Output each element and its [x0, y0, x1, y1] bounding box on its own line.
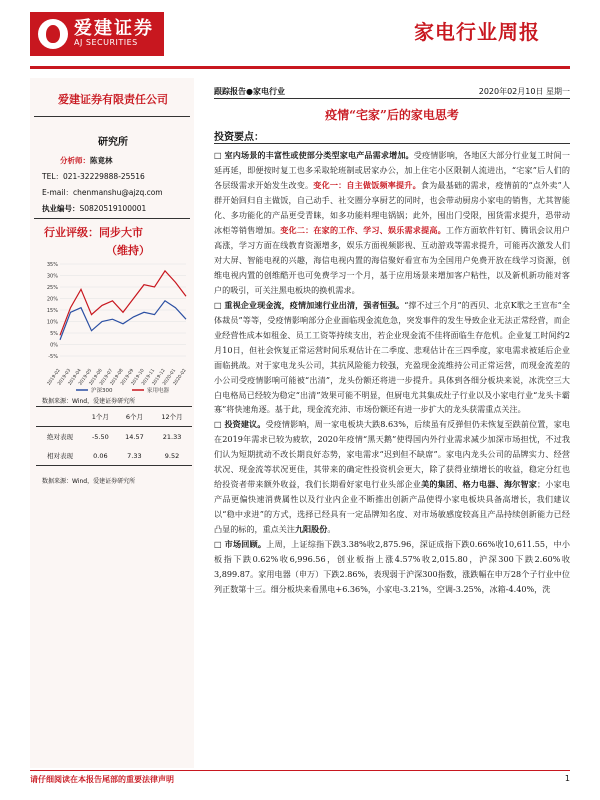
paragraph-text: ；小家电产品更偏快速消费属性以及行业内企业不断推出创新产品使得小家电板块具备高增长，我们建议以“稳中求进”的方式，选择已经具有一定品牌知名度、对市场敏感度较高且产品持续创新能力已经凸显的标的，重点关注 [214, 479, 570, 535]
chart-x-tick-label: 2019-12 [151, 368, 167, 387]
paragraph-lead: 市场回顾。 [224, 539, 267, 550]
chart-series-line [60, 271, 186, 335]
analyst-name: 陈竟林 [90, 156, 113, 165]
paragraph-text: 食为最基础的需求，疫情前的“点外卖”人群开始回归自主做饭，自己动手、社交圈分享厨艺的同时，也会带动厨房小家电的销售，尤其智能化、多功能化的产品更受青睐，如多功能料理电锅锅；此外，囤出门受限，囤货需求提升，恐带动冰柜等销售增加。 [214, 179, 570, 235]
chart-y-tick-label: 15% [46, 308, 58, 314]
table-row [36, 427, 192, 447]
chart-series [60, 271, 186, 340]
chart-y-tick-label: 20% [46, 296, 58, 303]
paragraph-text: 受疫情影响，各地区大部分行业复工时间一延再延，即便按时复工也多采取轮班制或居家办公，加上住宅小区限制人流进出，“宅家”后人们的各层级需求开始发生改变。 [214, 150, 570, 190]
highlight-stock: 九阳股份 [294, 524, 328, 535]
article-body [214, 148, 570, 768]
logo-emblem-icon [38, 19, 68, 49]
chart-y-tick-label: 5% [50, 331, 58, 337]
bullet-square-icon: □ [214, 150, 222, 160]
table-row-label: 相对表现 [46, 452, 73, 460]
header-divider [30, 66, 570, 69]
page-number: 1 [564, 774, 570, 783]
key-points-heading: 投资要点： [214, 132, 264, 143]
chart-x-tick-label: 2019-11 [141, 368, 157, 387]
rating-value: 同步大市 [99, 226, 143, 239]
chart-x-tick-label: 2019-06 [88, 368, 104, 387]
analyst-tel: TEL：021-32229888-25516 [42, 172, 145, 181]
report-title: 家电行业周报 [414, 20, 540, 44]
chart-x-tick-label: 2019-04 [67, 368, 83, 387]
rating-note: （维持） [106, 244, 150, 257]
meta-divider [214, 98, 570, 99]
analyst-label: 分析师： [60, 156, 90, 165]
chart-grid [60, 264, 186, 356]
chart-x-tick-label: 2020-02 [172, 368, 188, 387]
legal-disclaimer: 请仔细阅读在本报告尾部的重要法律声明 [30, 775, 174, 784]
table-cell: 21.33 [162, 432, 182, 441]
chart-y-tick-label: 10% [46, 319, 58, 326]
chart-x-tick-label: 2019-02 [46, 368, 62, 387]
chart-x-tick-label: 2019-10 [130, 368, 146, 387]
license-line [42, 204, 146, 213]
highlight-text: 变化二：在家的工作、学习、娱乐需求提高。 [280, 224, 446, 235]
chart-x-tick-label: 2019-05 [78, 368, 94, 387]
chart-y-tick-label: 0% [50, 342, 58, 349]
table-cell: 9.52 [164, 451, 180, 460]
logo-chinese-name: 爱建证券 [74, 18, 154, 39]
paragraph-text: “撑不过三个月”的西贝、北京K歌之王宣布“全体裁员”等等，受疫情影响部分企业面临现金流危急，突发事件的发生导致企业无法正常经营，而企业经营性成本如租金、员工工资等持续支出，若企业现金流不佳将面临生存危机。企业复工时间约2月10日，但社会恢复正常运营时间乐观估计在二季度、悲观估计在三四季度，家电需求被延后企业面临挑战。对于家电龙头公司，其抗风险能力较强，充盈现金流维持公司正常运营，而现金流差的小公司受疫情影响可能被“出清”，龙头份额还将进一步提升。具体到各细分板块来说，冰洗空三大白电格局已经较为稳定“出清”效果可能不明显，但厨电尤其集成灶子行业以及小家电行业“龙头卡霸寡”将快速角逐。基于此，现金流充沛、市场份额还有进一步扩大的龙头获需重点关注。 [214, 299, 570, 415]
highlight-text: 变化一：自主做饭频率提升。 [313, 179, 421, 190]
analyst-email[interactable]: E-mail：chenmanshu@ajzq.com [42, 188, 163, 197]
chart-x-ticks [46, 368, 188, 387]
footer-divider [30, 770, 570, 771]
paragraph-lead: 重视企业现金流，疫情加速行业出清，强者恒强。 [224, 299, 405, 310]
paragraph-text: 。 [327, 524, 336, 535]
sidebar-divider [34, 218, 190, 219]
chart-legend-label: 家用电器 [147, 388, 170, 394]
table-header-row [36, 407, 192, 427]
rating-line [44, 224, 143, 240]
paragraph-text: 上周，上证综指下跌3.38%收2,875.96，深证成指下跌0.66%收10,611.55，中小板指下跌0.62%收6,996.56，创业板指上涨4.57%收2,015.80，沪深300下跌2.60%收3,899.87。家用电器（申万）下跌2.86%，表现弱于沪深300指数，涨跌幅在申万28个子行业中位列正数第十三。细分板块来看黑电+6.36%，小家电-3.21%，空调-3.25%，冰箱-4.40%，洗 [214, 539, 570, 595]
table-cell: 7.33 [127, 451, 142, 460]
chart-y-tick-label: 25% [46, 285, 58, 291]
table-cell: -5.50 [91, 432, 109, 441]
chart-y-tick-label: 35% [46, 262, 58, 268]
chart-x-tick-label: 2019-09 [120, 368, 136, 387]
institute-label: 研究所 [98, 137, 128, 148]
chart-legend-label: 沪深300 [91, 388, 113, 394]
table-row-label: 绝对表现 [46, 433, 73, 441]
company-name: 爱建证券有限责任公司 [58, 93, 168, 106]
bullet-square-icon: □ [214, 419, 222, 430]
license-label: 执业编号： [42, 204, 80, 213]
chart-legend [76, 386, 170, 394]
paragraph-text: 受疫情影响，周一家电板块大跌8.63%，后续虽有反弹但仍未恢复至跌前位置，家电在2019年需求已较为疲软，2020年疫情“黑天鹅”使得国内外行业需求减少加深市场担忧，不过我们认为短期扰动不改长期良好态势，家电需求“迟到但不缺席”。家电内龙头公司的品牌实力、经营状况、现金流等状况更佳，其带来的确定性投资机会更大，除了获得业绩增长的收益，稳定分红也给投资者带来额外收益，我们长期看好家电行业头部企业 [214, 419, 570, 490]
highlight-companies: 美的集团、格力电器、海尔智家 [421, 479, 538, 490]
table-header-cell: 12个月 [161, 413, 183, 421]
chart-y-ticks [47, 262, 58, 360]
report-date: 2020年02月10日 星期一 [478, 87, 570, 96]
paragraph-investment-advice [214, 417, 570, 537]
bullet-square-icon: □ [214, 299, 222, 310]
chart-x-tick-label: 2019-08 [109, 368, 125, 387]
paragraph-cashflow [214, 298, 570, 418]
report-type: 跟踪报告●家电行业 [214, 87, 285, 96]
license-number: S0820519100001 [79, 204, 147, 213]
table-header-cell [36, 407, 84, 427]
analyst-line [60, 156, 113, 165]
table-header-cell: 6个月 [125, 413, 143, 421]
bullet-square-icon: □ [214, 539, 222, 550]
table-row [36, 446, 192, 466]
sidebar-divider [34, 116, 190, 117]
index-performance-chart [36, 258, 192, 398]
chart-y-tick-label: -5% [48, 354, 58, 360]
chart-x-tick-label: 2020-01 [162, 368, 178, 387]
table-header-cell: 1个月 [91, 413, 109, 421]
key-points-divider [214, 143, 570, 144]
rating-label: 行业评级： [44, 226, 99, 239]
paragraph-lead: 室内场景的丰富性或使部分类型家电产品需求增加。 [224, 150, 414, 160]
table-cell: 0.06 [93, 451, 108, 460]
paragraph-market-review [214, 537, 570, 597]
paragraph-lead: 投资建议。 [224, 419, 266, 430]
article-title: 疫情“宅家”后的家电思考 [325, 108, 459, 122]
performance-table [36, 406, 192, 466]
chart-x-tick-label: 2019-03 [57, 368, 73, 387]
logo-english-name: AJ SECURITIES [74, 38, 138, 47]
table-source: 数据来源：Wind，爱建证券研究所 [42, 478, 136, 485]
chart-x-tick-label: 2019-07 [99, 368, 115, 387]
chart-y-tick-label: 30% [46, 273, 58, 280]
paragraph-text: 工作方面软件钉钉、腾讯会议用户高涨，学习方面在线教育资源增多，娱乐方面视频影视、互动游戏等需求提升，可能再次激发人们对大屏、智能电视的兴趣，海信电视内置的海信聚好看宣布为全国用户免费开放在线学习资源，创维电视内置的创维酷开也可免费学习一个月，基于应用场景来增加客户粘性，以及新机新功能对客户的吸引，可关注黑电板块的换机需求。 [214, 224, 570, 295]
chart-source: 数据来源：Wind，爱建证券研究所 [42, 398, 136, 405]
paragraph-demand [214, 148, 570, 298]
table-cell: 14.57 [125, 432, 144, 441]
chart-series-line [60, 301, 186, 340]
